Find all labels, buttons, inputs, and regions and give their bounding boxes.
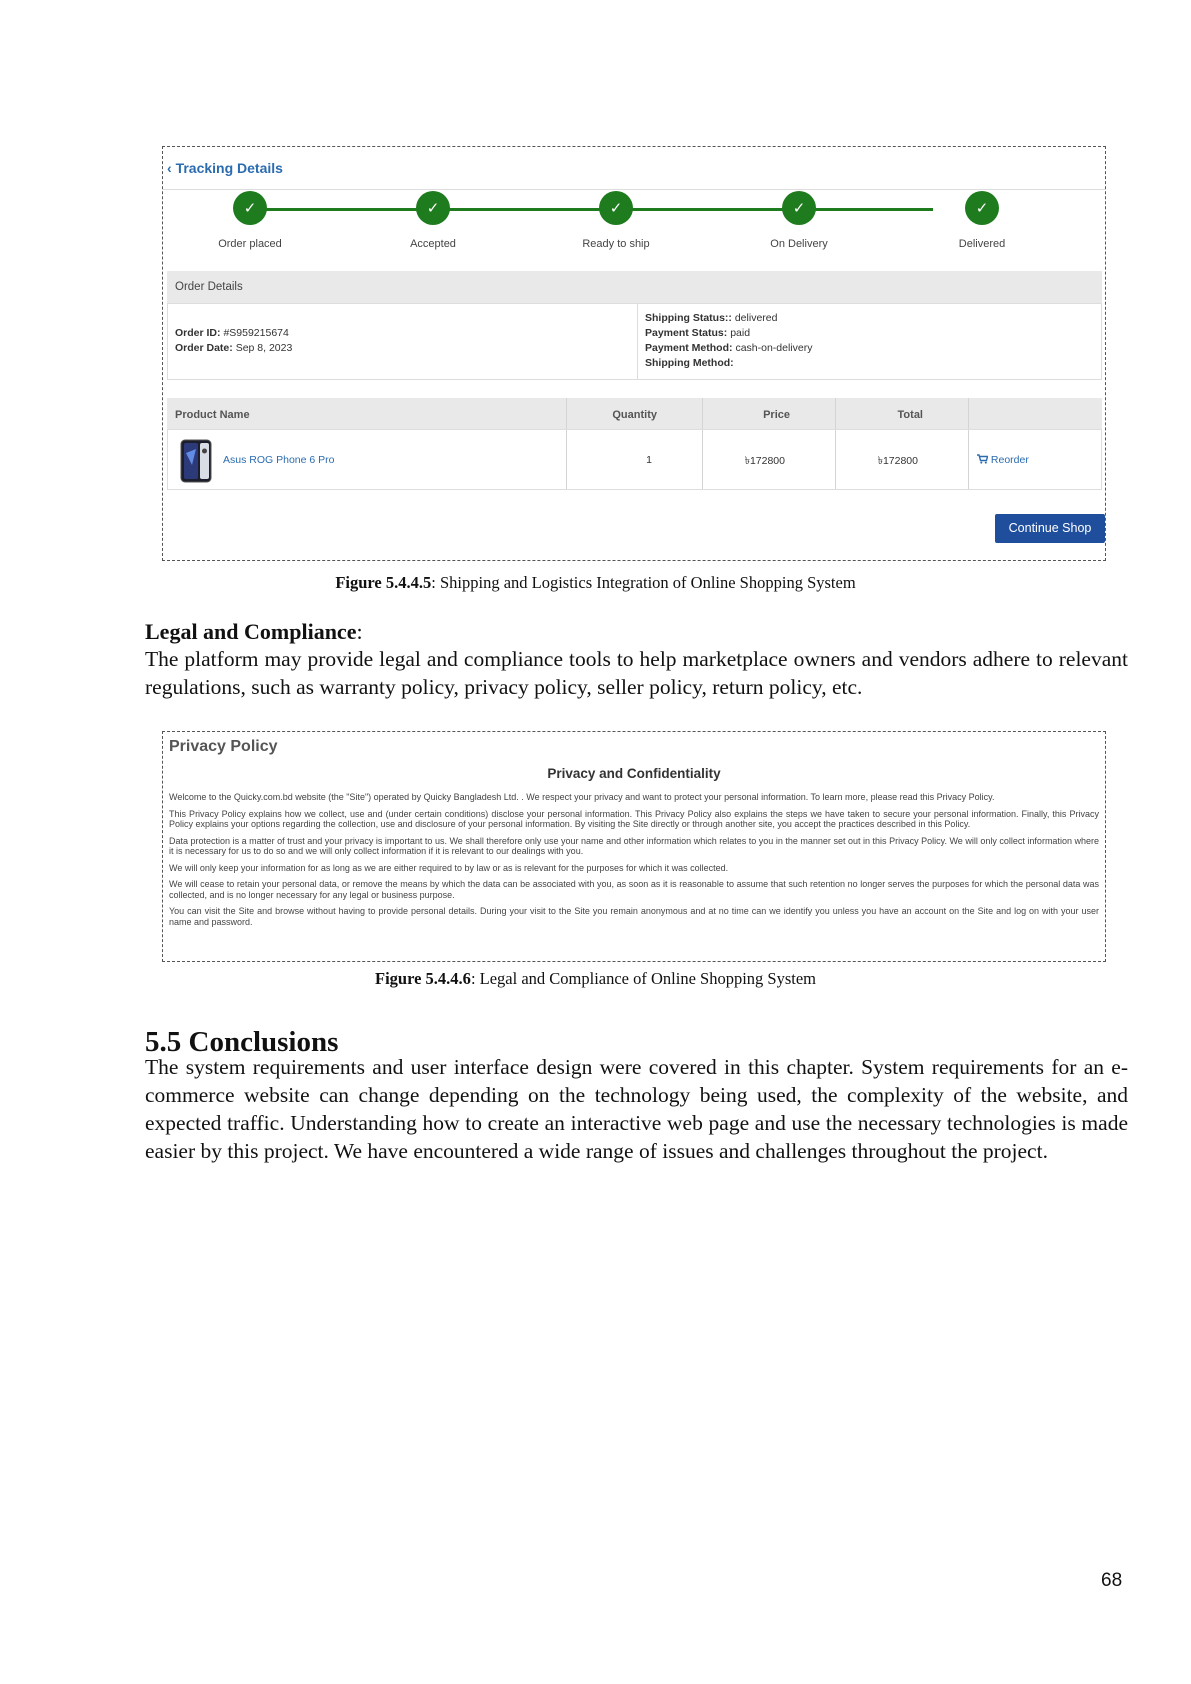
payment-method-label: Payment Method: — [645, 342, 733, 354]
product-name-link[interactable]: Asus ROG Phone 6 Pro — [223, 454, 335, 466]
table-row — [167, 429, 1102, 490]
policy-paragraph: Welcome to the Quicky.com.bd website (the "Site") operated by Quicky Bangladesh Ltd. . We respect your privacy and want to protect your personal information. To learn more, please read this Privacy Policy. — [169, 792, 995, 802]
shipping-status-row — [645, 311, 812, 326]
check-icon: ✓ — [965, 191, 999, 225]
order-details-title: Order Details — [175, 281, 243, 293]
order-id-label: Order ID: — [175, 327, 221, 339]
reorder-button[interactable] — [977, 454, 1029, 466]
chevron-left-icon: ‹ — [167, 160, 176, 176]
order-details-box — [167, 303, 1102, 380]
payment-status-label: Payment Status: — [645, 327, 728, 339]
step-label: Order placed — [218, 238, 282, 250]
order-progress-tracker — [163, 190, 1105, 270]
order-date-label: Order Date: — [175, 342, 233, 354]
check-icon: ✓ — [782, 191, 816, 225]
phone-image — [180, 439, 212, 483]
step-order-placed — [170, 190, 330, 250]
tracking-details-figure — [162, 146, 1106, 561]
order-id-value: #S959215674 — [223, 327, 289, 339]
figure-caption-1 — [0, 573, 1191, 593]
caption-label: Figure 5.4.4.6 — [374, 969, 471, 988]
conclusions-heading: 5.5 Conclusions — [145, 1026, 339, 1058]
policy-paragraph: Data protection is a matter of trust and your privacy is important to us. We shall therefore only use your name and other information which relates to you in the manner set out in this Privacy Policy. We will only collect information where it is necessary for us to do so and we will only collect information if it is relevant to our dealings with you. — [169, 835, 1099, 856]
policy-paragraph: We will only keep your information for as long as we are either required to by law or as is relevant for the purposes for which it was collected. — [169, 862, 729, 873]
payment-status-value: paid — [730, 327, 751, 339]
privacy-policy-figure — [162, 731, 1106, 962]
policy-paragraph: You can visit the Site and browse without having to provide personal details. During your visit to the Site you remain anonymous and at no time can we identify you unless you have an account on the Site and log on with your user name and password. — [169, 906, 1099, 927]
legal-heading-suffix: : — [356, 619, 363, 644]
product-table-header — [167, 398, 1102, 429]
col-total: Total — [897, 409, 923, 421]
policy-paragraph: We will cease to retain your personal data, or remove the means by which the data can be associated with you, as soon as it is reasonable to assume that such retention no longer serves the purposes for which the personal data was collected, and is no longer necessary for any legal or business purpose. — [169, 879, 1099, 900]
step-ready-to-ship — [536, 190, 696, 250]
step-label: Accepted — [410, 238, 456, 250]
col-quantity: Quantity — [612, 409, 657, 421]
cart-icon — [977, 454, 988, 464]
payment-method-value: cash-on-delivery — [735, 342, 813, 354]
continue-shop-button[interactable]: Continue Shop — [995, 514, 1105, 543]
shipping-status-label: Shipping Status:: — [645, 312, 732, 324]
policy-paragraph: This Privacy Policy explains how we collect, use and (under certain conditions) disclose your personal information. This Privacy Policy also explains the steps we have taken to secure your personal information. Finally, this Privacy Policy explains your options regarding the collection, use and disclosure of your personal information. By visiting the Site directly or through another site, you accept the practices described in this Policy. — [169, 808, 1099, 829]
check-icon: ✓ — [233, 191, 267, 225]
step-on-delivery — [719, 190, 879, 250]
privacy-policy-body — [169, 792, 1099, 933]
caption-label: Figure 5.4.4.5 — [335, 573, 432, 592]
privacy-policy-title: Privacy Policy — [169, 738, 278, 755]
shipping-method-row — [645, 356, 812, 371]
step-accepted — [353, 190, 513, 250]
order-date-value: Sep 8, 2023 — [235, 342, 293, 354]
step-label: On Delivery — [770, 238, 828, 250]
page-number: 68 — [1101, 1570, 1123, 1591]
price-cell: ৳172800 — [744, 455, 785, 467]
conclusions-paragraph: The system requirements and user interface design were covered in this chapter. System requirements for an e-commerce website can change depending on the technology being used, the complexity of the website, and expected traffic. Understanding how to create an interactive web page and use the necessary technologies is made easier by this project. We have encountered a wide range of issues and challenges throughout the project. — [145, 1055, 1128, 1163]
tracking-header — [163, 147, 1105, 190]
order-date-row — [175, 341, 292, 356]
total-cell: ৳172800 — [877, 455, 918, 467]
step-label: Ready to ship — [582, 238, 650, 250]
order-info — [168, 304, 638, 379]
legal-heading-text: Legal and Compliance — [145, 619, 357, 644]
back-to-orders-link[interactable] — [167, 160, 283, 176]
privacy-subtitle: Privacy and Confidentiality — [547, 766, 721, 781]
figure-caption-2 — [0, 969, 1191, 989]
order-id-row — [175, 326, 292, 341]
payment-method-row — [645, 341, 812, 356]
shipping-method-label: Shipping Method: — [645, 357, 734, 369]
col-product-name: Product Name — [175, 409, 250, 421]
check-icon: ✓ — [599, 191, 633, 225]
reorder-label: Reorder — [990, 454, 1029, 466]
shipping-status-value: delivered — [734, 312, 778, 324]
col-price: Price — [763, 409, 790, 421]
step-delivered — [902, 190, 1062, 250]
legal-heading — [145, 619, 363, 645]
payment-status-row — [645, 326, 812, 341]
caption-text: : Shipping and Logistics Integration of Online Shopping System — [431, 573, 856, 592]
quantity-cell: 1 — [646, 454, 652, 466]
legal-paragraph: The platform may provide legal and compliance tools to help marketplace owners and vendors adhere to relevant regulations, such as warranty policy, privacy policy, seller policy, return policy, etc. — [145, 647, 1128, 699]
check-icon: ✓ — [416, 191, 450, 225]
tracking-title: Tracking Details — [175, 160, 283, 176]
order-details-header — [167, 271, 1102, 303]
caption-text: : Legal and Compliance of Online Shopping System — [470, 969, 817, 988]
step-label: Delivered — [958, 238, 1006, 250]
